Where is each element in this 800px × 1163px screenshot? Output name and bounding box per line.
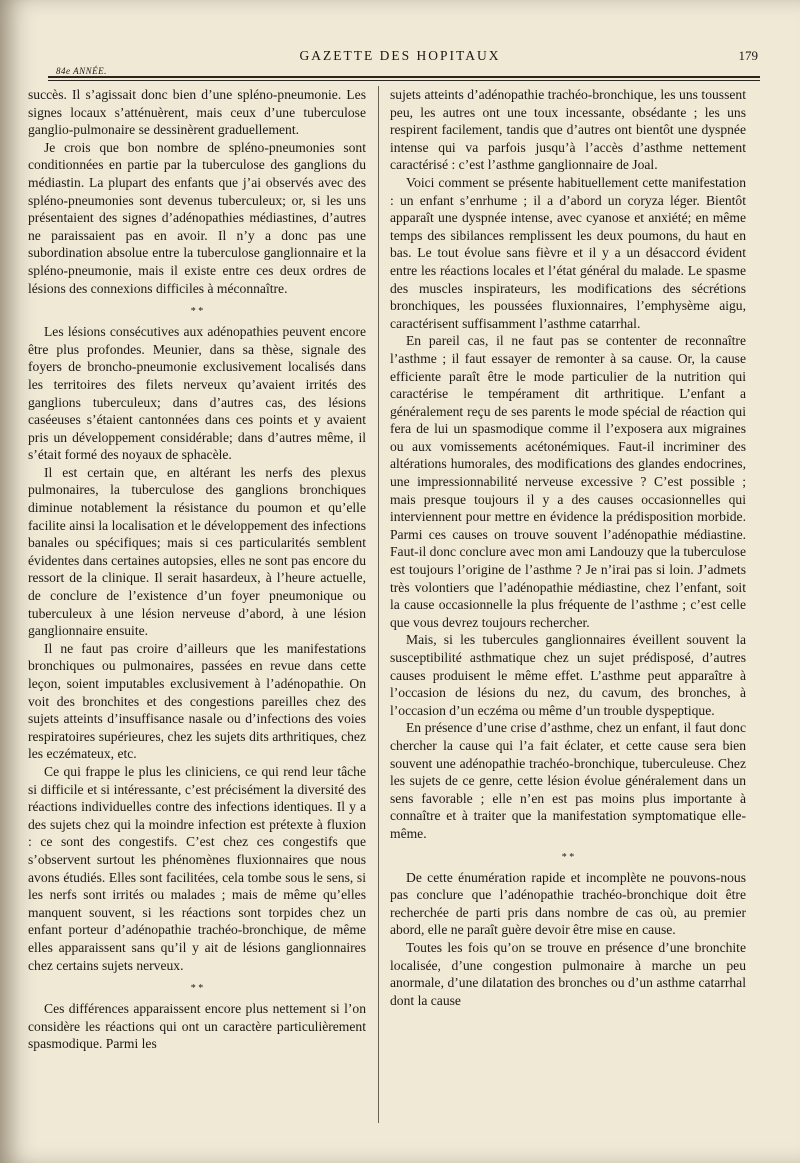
year-label: 84e ANNÉE. [56,66,107,76]
paragraph: De cette énumération rapide et incomplète ne pouvons-nous pas conclure que l’adénopathie trachéo-bronchique doit être recherchée de parti pris dans nombre de cas où, au premier abord, elle ne paraît guère devoir être mise en cause. [390,869,746,938]
paragraph: Il ne faut pas croire d’ailleurs que les manifestations bronchiques ou pulmonaires, passées en revue dans cette leçon, soient imputables exclusivement à l’adénopathie. On voit des bronchites et des congestions pareilles chez des sujets atteints d’insuffisance nasale ou d’infections des voies respiratoires supérieures, chez les sujets dits arthritiques, chez les eczémateux, etc. [28,640,366,762]
paragraph: Mais, si les tubercules ganglionnaires éveillent souvent la susceptibilité asthmatique chez un sujet prédisposé, d’autres causes produisent le même effet. L’asthme peut apparaître à l’occasion de lésions du nez, du cavum, des bronches, à l’occasion d’un eczéma ou même d’un trouble dyspeptique. [390,632,746,718]
paragraph: Toutes les fois qu’on se trouve en présence d’une bronchite localisée, d’une congestion pulmonaire à marche un peu anormale, d’une dilatation des bronches ou d’un asthme catarrhal dont la cause [390,939,746,1008]
header-rule-thin [48,80,760,81]
paragraph: Il est certain que, en altérant les nerfs des plexus pulmonaires, la tuberculose des ganglions bronchiques diminue notablement la résistance du poumon et qu’elle facilite ainsi la localisation et le développement des infections banales ou spécifiques; mais si ces particularités semblent évidentes dans certaines autopsies, elles ne sont pas encore du ressort de la clinique. Il serait hasardeux, à l’heure actuelle, de conclure de l’existence d’un foyer pneumonique ou tuberculeux à une lésion nerveuse d’abord, à une lésion ganglionnaire ensuite. [28,464,366,639]
running-title: GAZETTE DES HOPITAUX [299,48,501,63]
column-divider [378,86,379,1123]
section-separator: * * [190,983,204,995]
page-number: 179 [738,48,758,63]
paragraph: sujets atteints d’adénopathie trachéo-bronchique, les uns toussent peu, les autres ont une toux incessante, obsédante ; les uns respirent facilement, tandis que d’autres ont bientôt une dyspnée intense qui va parfois jusqu’à l’accès d’asthme nettement caractérisé : c’est l’asthme ganglionnaire de Joal. [390,87,746,173]
header-rule [48,76,760,78]
page-header [40,48,760,78]
paragraph: En présence d’une crise d’asthme, chez un enfant, il faut donc chercher la cause qui l’a fait éclater, et cette cause sera bien souvent une adénopathie trachéo-bronchique, tuberculeuse. Chez les sujets de ce genre, cette lésion évolue généralement dans un sens favorable ; elle n’en est pas moins plus importante à connaître et à traiter que la manifestation symptomatique elle-même. [390,720,746,841]
paragraph: Les lésions consécutives aux adénopathies peuvent encore être plus profondes. Meunier, dans sa thèse, signale des foyers de broncho-pneumonie exclusivement localisés dans les territoires des filets nerveux qu’avaient irrités des ganglions tuberculeux; dans d’autres cas, des lésions caséeuses s’étaient cantonnées dans ces points et y avaient pris un développement considérable; dans d’autres même, il s’était formé des noyaux de sphacèle. [28,324,366,463]
section-separator: * * [190,306,204,318]
paragraph: En pareil cas, il ne faut pas se contenter de reconnaître l’asthme ; il faut essayer de remonter à sa cause. Or, la cause efficiente paraît être le mode particulier de la nutrition qui caractérise le tempérament dit arthritique. L’enfant a généralement reçu de ses parents le mode spécial de réaction qui fera de lui un spasmodique comme il l’exposera aux migraines ou aux vomissements acétonémiques. Faut-il incriminer des altérations humorales, des modifications des glandes endocrines, une impressionnabilité nerveuse excessive ? C’est possible ; mais presque toujours il y a des causes occasionnelles qui interviennent pour mettre en évidence la prédisposition morbide. Parmi ces causes on trouve souvent l’adénopathie médiastine. Faut-il donc conclure avec mon ami Landouzy que la tuberculose est toujours l’origine de l’asthme ? Je n’irai pas si loin. J’admets très volontiers que l’adénopathie médiastine, chez l’enfant, soit la cause occasionnelle la plus fréquente de l’asthme ; c’est celle que vous devrez toujours rechercher. [390,333,746,630]
paragraph: succès. Il s’agissait donc bien d’une spléno-pneumonie. Les signes locaux s’atténuèrent, mais ceux d’une tuberculose ganglio-pulmonaire se dessinèrent graduellement. [28,87,366,138]
section-separator: * * [561,851,575,863]
right-column [390,86,746,1123]
left-column [28,86,366,1123]
paragraph: Ce qui frappe le plus les cliniciens, ce qui rend leur tâche si difficile et si intéressante, c’est précisément la diversité des réactions individuelles contre des infections identiques. Il y a des sujets chez qui la moindre infection est prétexte à fluxion : ce sont des congestifs. C’est chez ces congestifs que s’observent surtout les phénomènes fluxionnaires que nous avons étudiés. Elles sont facilitées, cela tombe sous le sens, si les nerfs sont irrités ou malades ; mais de même qu’elles manquent souvent, si les réactions sont torpides chez un enfant porteur d’adénopathie trachéo-bronchique, de même elles apparaissent sans qu’il y ait de lésions ganglionnaires chez certains sujets nerveux. [28,763,366,973]
paragraph: Je crois que bon nombre de spléno-pneumonies sont conditionnées en partie par la tuberculose des ganglions du médiastin. La plupart des enfants que j’ai observés avec des spléno-pneumonies sont devenus tuberculeux; or, si les uns présentaient des signes d’adénopathies médiastines, d’autres ne paraissaient pas en avoir. Il n’y a donc pas une subordination absolue entre la tuberculose ganglionnaire et la spléno-pneumonie, mais il existe entre ces deux ordres de lésions des connexions difficiles à méconnaître. [28,139,366,296]
paragraph: Ces différences apparaissent encore plus nettement si l’on considère les réactions qui ont un caractère particulièrement spasmodique. Parmi les [28,1001,366,1052]
paragraph: Voici comment se présente habituellement cette manifestation : un enfant s’enrhume ; il a d’abord un coryza léger. Bientôt apparaît une dyspnée intense, avec cyanose et anxiété; en même temps des sibilances remplissent les deux poumons, du haut en bas. Le tout évolue sans fièvre et il y a un désaccord évident entre les réactions locales et l’état général du malade. Le spasme des muscles inspirateurs, les modifications des sécrétions bronchiques, les poussées fluxionnaires, l’emphysème aigu, caractérisent suffisamment l’asthme catarrhal. [390,174,746,331]
